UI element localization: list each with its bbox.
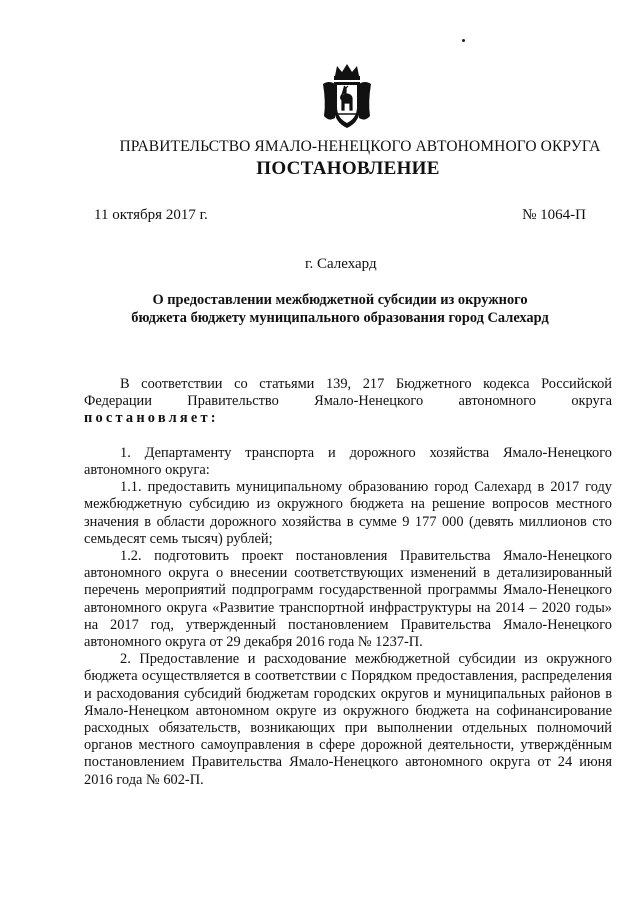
document-number: № 1064-П bbox=[522, 207, 586, 223]
paragraph-1-1: 1.1. предоставить муниципальному образованию город Салехард в 2017 году межбюджетную субсидию из окружного бюджета на решение вопросов местного значения в области дорожного хозяйства в сумме 9 177 000 (девять миллионов сто семьдесят семь тысяч) рублей; bbox=[84, 479, 612, 547]
paragraph-1: 1. Департаменту транспорта и дорожного хозяйства Ямало-Ненецкого автономного округа: bbox=[84, 444, 612, 478]
document-date: 11 октября 2017 г. bbox=[94, 207, 208, 223]
paragraph-1-2: 1.2. подготовить проект постановления Правительства Ямало-Ненецкого автономного округа о внесении соответствующих изменений в детализированный перечень мероприятий подпрограмм государственной программы Ямало-Ненецкого автономного округа «Развитие транспортной инфраструктуры на 2014 – 2020 годы» на 2017 год, утвержденный постановлением Правительства Ямало-Ненецкого автономного округа от 29 декабря 2016 года № 1237-П. bbox=[84, 548, 612, 651]
document-subject: О предоставлении межбюджетной субсидии из окружного бюджета бюджету муниципального образования город Салехард bbox=[131, 292, 549, 326]
preamble-text: В соответствии со статьями 139, 217 Бюджетного кодекса Российской Федерации Правительство Ямало-Ненецкого автономного округа bbox=[84, 376, 612, 410]
paragraph-2: 2. Предоставление и расходование межбюджетной субсидии из окружного бюджета осуществляется в соответствии с Порядком предоставления, распределения и расходования субсидий бюджетам городских округов и муниципальных районов в Ямало-Ненецком автономном округе из окружного бюджета на софинансирование расходных обязательств, возникающих при выполнении отдельных полномочий органов местного самоуправления в сфере дорожной деятельности, утверждённым постановлением Правительства Ямало-Ненецкого автономного округа от 24 июня 2016 года № 602-П. bbox=[84, 651, 612, 788]
organization-title: ПРАВИТЕЛЬСТВО ЯМАЛО-НЕНЕЦКОГО АВТОНОМНОГО ОКРУГА bbox=[119, 138, 601, 155]
preamble-paragraph bbox=[84, 376, 612, 428]
scan-dot bbox=[462, 39, 465, 42]
coat-of-arms-icon bbox=[321, 62, 373, 130]
document-body bbox=[84, 376, 612, 789]
resolves-word: постановляет: bbox=[84, 410, 219, 427]
document-type: ПОСТАНОВЛЕНИЕ bbox=[256, 158, 440, 179]
paragraph-spacer bbox=[84, 428, 612, 445]
document-city: г. Салехард bbox=[305, 256, 377, 272]
